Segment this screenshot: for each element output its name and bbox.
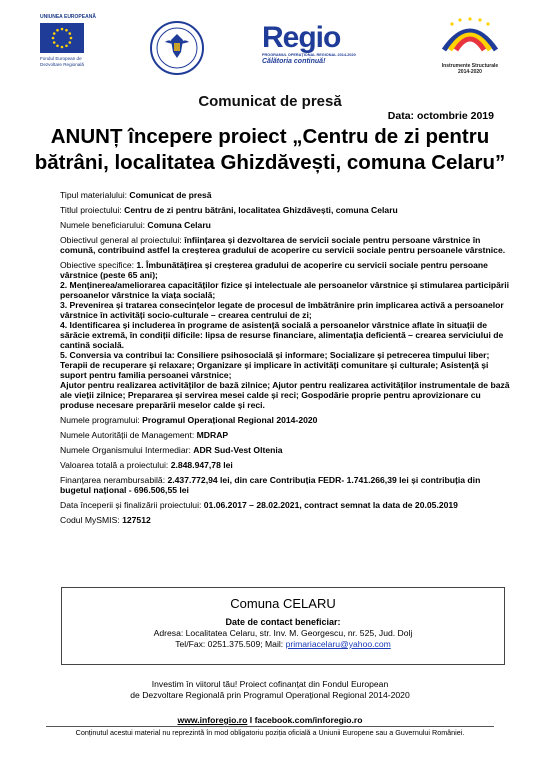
eu-flag-icon — [40, 23, 84, 53]
list-item — [60, 320, 510, 350]
comunicat-title: Comunicat de presă — [198, 93, 342, 110]
field-value: Programul Operațional Regional 2014-2020 — [142, 415, 318, 425]
eu-fund-line2: Dezvoltare Regională — [40, 61, 84, 67]
footer-invest — [0, 679, 540, 701]
headline — [20, 124, 520, 176]
government-seal — [150, 18, 204, 78]
instrumente-label: Instrumente Structurale — [441, 63, 499, 69]
field-value: 2.437.772,94 lei, din care Contribuția FEDR- 1.741.266,39 lei și contribuția din bugetul național - 696.506,55 lei — [60, 475, 481, 495]
regio-logo — [262, 21, 372, 65]
eu-label: UNIUNEA EUROPEANĂ — [40, 14, 96, 20]
contact-address: Adresa: Localitatea Celaru, str. Inv. M. Georgescu, nr. 525, Jud. Dolj — [153, 628, 413, 638]
objective-text: 2. Menținerea/ameliorarea capacităților fizice și intelectuale ale persoanelor vârstnice și stimularea participării persoanelor vârstnice la viața socială; — [60, 280, 509, 300]
field-label: Titlul proiectului: — [60, 205, 125, 215]
field-label: Numele Organismului Intermediar: — [60, 445, 194, 455]
field-label: Data începerii și finalizării proiectului: — [60, 500, 204, 510]
contact-tel-label: Tel/Fax: 0251.375.509; Mail: — [175, 639, 286, 649]
field-value: ADR Sud-Vest Oltenia — [193, 445, 283, 455]
list-item — [60, 380, 510, 410]
contact-title: Comuna CELARU — [230, 596, 336, 611]
document-body — [60, 190, 510, 530]
field-beneficiar — [60, 220, 510, 230]
field-value: 01.06.2017 – 28.02.2021, contract semnat la data de 20.05.2019 — [203, 500, 458, 510]
field-program — [60, 415, 510, 425]
field-titlu — [60, 205, 510, 215]
field-value: MDRAP — [196, 430, 229, 440]
footer-divider — [46, 726, 494, 727]
field-label: Numele beneficiarului: — [60, 220, 148, 230]
regio-subtitle: PROGRAMUL OPERAȚIONAL REGIONAL 2014-2020 — [262, 53, 356, 57]
contact-subtitle: Date de contact beneficiar: — [225, 617, 341, 627]
facebook-link[interactable]: facebook.com/inforegio.ro — [254, 715, 363, 725]
objective-text: Ajutor pentru realizarea activităților de bază zilnice; Ajutor pentru realizarea activităților instrumentale de bază ale vieții zilnice; Prepararea și servirea mesei calde și reci; Gospodărie proprie pentru aprovizionare cu produse necesare preparării meselor calde și reci. — [60, 380, 510, 410]
field-value: înființarea și dezvoltarea de servicii sociale pentru persoane vârstnice în comună, contribuind astfel la creșterea gradului de acoperire cu servicii sociale pentru persoanele vârstnice. — [60, 235, 506, 255]
footer-invest-line2: de Dezvoltare Regională prin Programul Operațional Regional 2014-2020 — [130, 690, 410, 700]
field-valoare — [60, 460, 510, 470]
contact-tel — [62, 639, 504, 649]
eu-fund-line1: Fondul European de — [40, 56, 82, 61]
headline-line2: bătrâni, localitatea Ghizdăvești, comuna Celaru” — [34, 151, 506, 174]
field-value: Comuna Celaru — [147, 220, 211, 230]
field-finantare — [60, 475, 510, 495]
field-label: Valoarea totală a proiectului: — [60, 460, 171, 470]
contact-box — [61, 587, 505, 665]
contact-email-link[interactable]: primariacelaru@yahoo.com — [285, 639, 391, 649]
footer-separator: I — [247, 715, 255, 725]
instrumente-logo — [430, 16, 510, 75]
field-label: Numele programului: — [60, 415, 143, 425]
field-label: Tipul materialului: — [60, 190, 130, 200]
field-value: Centru de zi pentru bătrâni, localitatea Ghizdăvești, comuna Celaru — [124, 205, 398, 215]
headline-line1: ANUNȚ începere proiect „Centru de zi pentru — [50, 125, 490, 148]
field-tip — [60, 190, 510, 200]
field-obiectiv-general — [60, 235, 510, 255]
objective-text: 3. Prevenirea și tratarea consecințelor legate de procesul de îmbătrânire prin implicarea activă a persoanelor vârstnice în activități socio-culturale – crearea centrului de zi; — [60, 300, 504, 320]
field-label: Numele Autorității de Management: — [60, 430, 197, 440]
footer-disclaimer: Conținutul acestui material nu reprezintă în mod obligatoriu poziția oficială a Uniunii Europene sau a Guvernului României. — [75, 728, 465, 737]
field-autoritate — [60, 430, 510, 440]
list-item — [60, 300, 510, 320]
obiective-specifice — [60, 260, 510, 410]
field-value: 2.848.947,78 lei — [170, 460, 233, 470]
objective-text: 5. Conversia va contribui la: Consiliere psihosocială și informare; Socializare și petrecerea timpului liber; Terapii de recuperare și relaxare; Organizare și implicare în activități comunitare și culturale; Asistență și suport pentru familia persoanei vârstnice; — [60, 350, 490, 380]
field-value: 127512 — [122, 515, 151, 525]
field-value: Comunicat de presă — [129, 190, 212, 200]
regio-slogan: Călătoria continuă! — [262, 58, 326, 65]
field-organism — [60, 445, 510, 455]
logo-strip — [0, 10, 540, 80]
eu-logo — [40, 14, 104, 67]
field-label: Finanțarea nerambursabilă: — [60, 475, 168, 485]
footer-links — [0, 715, 540, 725]
field-label: Codul MySMIS: — [60, 515, 123, 525]
list-item — [60, 280, 510, 300]
field-date — [60, 500, 510, 510]
document-date: Data: octombrie 2019 — [387, 110, 494, 122]
field-mysmis — [60, 515, 510, 525]
inforegio-site-link[interactable]: www.inforegio.ro — [177, 715, 248, 725]
objective-text: 1. Îmbunătățirea și creșterea gradului de acoperire cu servicii sociale pentru persoane vârstnice (peste 65 ani); — [60, 260, 488, 280]
instrumente-emblem-icon — [438, 16, 502, 56]
instrumente-years: 2014-2020 — [458, 69, 482, 75]
list-item — [60, 260, 510, 280]
footer-invest-line1: Investim în viitorul tău! Proiect cofinanțat din Fondul European — [151, 679, 389, 689]
eu-fund-label — [40, 56, 104, 67]
objective-text: 4. Identificarea și includerea în programe de asistență socială a persoanelor vârstnice aflate în situații de sărăcie extremă, în condiții dificile: lipsa de resurse financiare, alimentația deficientă – crearea serviciului de cantină socială. — [60, 320, 504, 350]
field-label: Obiectivul general al proiectului: — [60, 235, 185, 245]
list-item — [60, 350, 510, 380]
regio-word: Regio — [262, 21, 341, 54]
field-label: Obiective specifice: — [60, 260, 137, 270]
